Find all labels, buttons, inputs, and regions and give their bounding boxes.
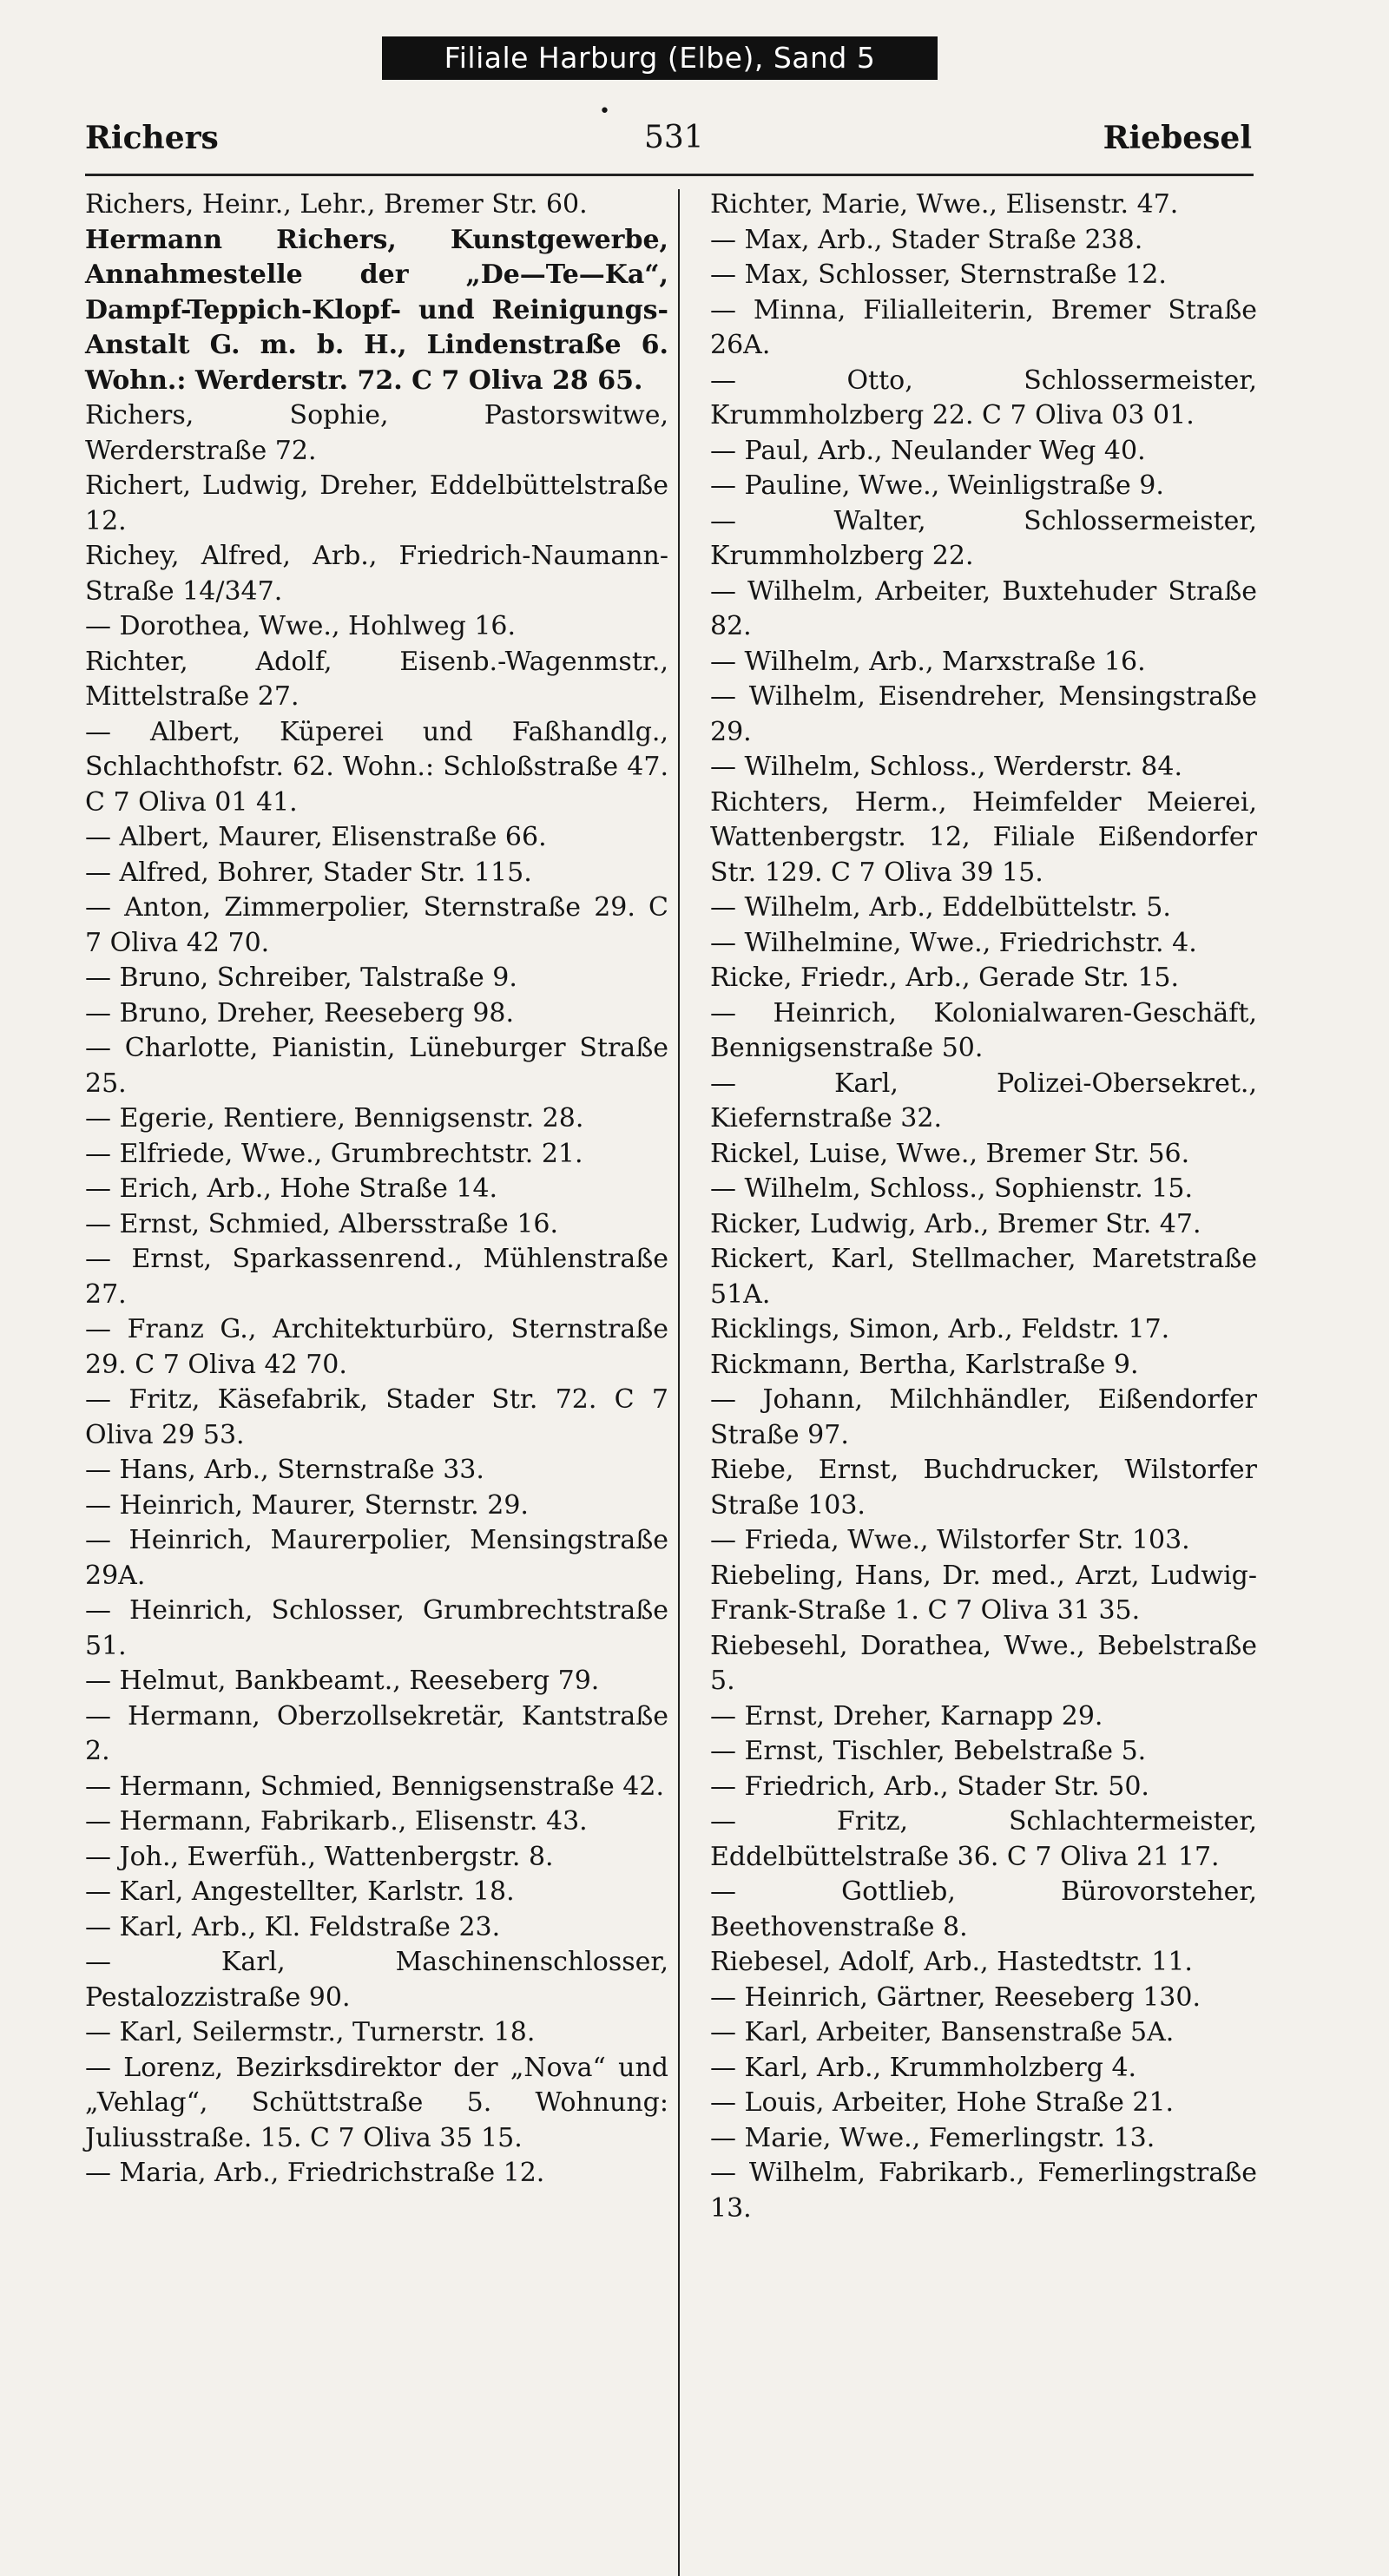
directory-entry: — Ernst, Dreher, Karnapp 29.	[710, 1700, 1103, 1732]
directory-entry: — Walter, Schlossermeister, Krummholzberg 22.	[710, 505, 1257, 571]
directory-entry: — Lorenz, Bezirksdirektor der „Nova“ und „Vehlag“, Schüttstraße 5. Wohnung: Juliusstraße. 15. C 7 Oliva 35 15.	[85, 2052, 668, 2153]
directory-entry: — Bruno, Dreher, Reeseberg 98.	[85, 997, 515, 1028]
directory-entry: — Maria, Arb., Friedrichstraße 12.	[85, 2158, 545, 2188]
directory-entry: — Minna, Filialleiterin, Bremer Straße 26A.	[710, 294, 1257, 360]
directory-entry: — Hermann, Schmied, Bennigsenstraße 42.	[85, 1771, 665, 1802]
directory-entry: — Fritz, Schlachtermeister, Eddelbüttelstraße 36. C 7 Oliva 21 17.	[710, 1806, 1257, 1872]
directory-entry: — Karl, Maschinenschlosser, Pestalozzistraße 90.	[85, 1947, 668, 2013]
directory-entry: — Elfriede, Wwe., Grumbrechtstr. 21.	[85, 1138, 583, 1169]
banner: Filiale Harburg (Elbe), Sand 5	[382, 36, 938, 80]
directory-entry: Riebe, Ernst, Buchdrucker, Wilstorfer Straße 103.	[710, 1455, 1257, 1521]
directory-entry: — Otto, Schlossermeister, Krummholzberg 22. C 7 Oliva 03 01.	[710, 365, 1257, 430]
directory-entry: — Wilhelm, Arb., Eddelbüttelstr. 5.	[710, 892, 1171, 923]
directory-entry: — Joh., Ewerfüh., Wattenbergstr. 8.	[85, 1841, 554, 1872]
directory-entry: — Hermann, Fabrikarb., Elisenstr. 43.	[85, 1806, 588, 1837]
directory-entry: — Paul, Arb., Neulander Weg 40.	[710, 435, 1146, 466]
directory-entry: Ricke, Friedr., Arb., Gerade Str. 15.	[710, 963, 1180, 993]
running-head-right: Riebesel	[1103, 120, 1252, 156]
column-divider	[678, 189, 680, 2576]
directory-entry: Richers, Heinr., Lehr., Bremer Str. 60.	[85, 189, 588, 220]
directory-entry: Rickel, Luise, Wwe., Bremer Str. 56.	[710, 1138, 1190, 1169]
directory-entry: — Frieda, Wwe., Wilstorfer Str. 103.	[710, 1525, 1190, 1555]
directory-entry: Richey, Alfred, Arb., Friedrich-Naumann-Straße 14/347.	[85, 541, 668, 607]
directory-entry: — Marie, Wwe., Femerlingstr. 13.	[710, 2122, 1155, 2153]
directory-entry: — Pauline, Wwe., Weinligstraße 9.	[710, 470, 1164, 501]
page-number: 531	[644, 120, 704, 155]
directory-entry: — Friedrich, Arb., Stader Str. 50.	[710, 1771, 1149, 1802]
directory-entry: — Karl, Arbeiter, Bansenstraße 5A.	[710, 2017, 1175, 2047]
directory-entry: — Karl, Angestellter, Karlstr. 18.	[85, 1876, 515, 1907]
directory-entry: — Heinrich, Maurer, Sternstr. 29.	[85, 1489, 529, 1521]
directory-entry: Ricker, Ludwig, Arb., Bremer Str. 47.	[710, 1208, 1201, 1239]
directory-entry: — Wilhelmine, Wwe., Friedrichstr. 4.	[710, 927, 1197, 958]
directory-entry: Richter, Adolf, Eisenb.-Wagenmstr., Mittelstraße 27.	[85, 646, 668, 712]
directory-entry: — Anton, Zimmerpolier, Sternstraße 29. C 7 Oliva 42 70.	[85, 892, 668, 958]
right-column	[710, 187, 1257, 2226]
directory-entry: — Max, Arb., Stader Straße 238.	[710, 224, 1143, 255]
directory-entry: — Wilhelm, Schloss., Sophienstr. 15.	[710, 1173, 1194, 1204]
directory-entry: Richters, Herm., Heimfelder Meierei, Wattenbergstr. 12, Filiale Eißendorfer Str. 129. C 7 Oliva 39 15.	[710, 786, 1257, 888]
header-rule	[85, 174, 1254, 176]
directory-entry: — Heinrich, Schlosser, Grumbrechtstraße 51.	[85, 1595, 668, 1661]
directory-entry: — Wilhelm, Arb., Marxstraße 16.	[710, 646, 1146, 677]
directory-entry: — Wilhelm, Arbeiter, Buxtehuder Straße 82.	[710, 575, 1257, 641]
directory-entry: — Heinrich, Gärtner, Reeseberg 130.	[710, 1981, 1201, 2013]
directory-entry: — Hermann, Oberzollsekretär, Kantstraße 2.	[85, 1700, 668, 1766]
directory-entry: — Karl, Seilermstr., Turnerstr. 18.	[85, 2017, 536, 2047]
directory-entry: — Ernst, Tischler, Bebelstraße 5.	[710, 1736, 1147, 1766]
directory-entry: — Wilhelm, Eisendreher, Mensingstraße 29.	[710, 681, 1257, 747]
directory-entry: — Fritz, Käsefabrik, Stader Str. 72. C 7 Oliva 29 53.	[85, 1384, 668, 1450]
directory-entry: Rickert, Karl, Stellmacher, Maretstraße 51A.	[710, 1244, 1257, 1310]
directory-entry: — Egerie, Rentiere, Bennigsenstr. 28.	[85, 1103, 584, 1134]
directory-entry: Riebeling, Hans, Dr. med., Arzt, Ludwig-Frank-Straße 1. C 7 Oliva 31 35.	[710, 1560, 1257, 1626]
directory-entry: — Hans, Arb., Sternstraße 33.	[85, 1455, 484, 1485]
directory-entry: Richter, Marie, Wwe., Elisenstr. 47.	[710, 189, 1179, 220]
left-column	[85, 187, 668, 2192]
directory-entry: — Karl, Arb., Kl. Feldstraße 23.	[85, 1911, 501, 1942]
directory-entry: — Wilhelm, Schloss., Werderstr. 84.	[710, 752, 1183, 782]
directory-entry: — Bruno, Schreiber, Talstraße 9.	[85, 963, 517, 993]
directory-entry: Riebesehl, Dorathea, Wwe., Bebelstraße 5.	[710, 1630, 1257, 1696]
directory-entry: — Franz G., Architekturbüro, Sternstraße 29. C 7 Oliva 42 70.	[85, 1314, 668, 1380]
directory-entry: — Heinrich, Maurerpolier, Mensingstraße 29A.	[85, 1525, 668, 1591]
directory-entry: — Alfred, Bohrer, Stader Str. 115.	[85, 857, 532, 888]
directory-entry: Hermann Richers, Kunstgewerbe, Annahmestelle der „De—Te—Ka“, Dampf-Teppich-Klopf- und Reinigungs-Anstalt G. m. b. H., Lindenstraße 6. Wohn.: Werderstr. 72. C 7 Oliva 28 65.	[85, 224, 668, 396]
directory-entry: — Ernst, Sparkassenrend., Mühlenstraße 27.	[85, 1244, 668, 1310]
directory-entry: — Albert, Maurer, Elisenstraße 66.	[85, 822, 547, 852]
directory-entry: Riebesel, Adolf, Arb., Hastedtstr. 11.	[710, 1947, 1193, 1977]
ink-dot: •	[599, 101, 610, 122]
directory-entry: — Karl, Polizei-Obersekret., Kiefernstraße 32.	[710, 1068, 1257, 1134]
directory-entry: — Gottlieb, Bürovorsteher, Beethovenstraße 8.	[710, 1876, 1257, 1942]
directory-entry: Richert, Ludwig, Dreher, Eddelbüttelstraße 12.	[85, 470, 668, 536]
directory-entry: — Charlotte, Pianistin, Lüneburger Straße 25.	[85, 1033, 668, 1099]
directory-entry: — Heinrich, Kolonialwaren-Geschäft, Bennigsenstraße 50.	[710, 997, 1257, 1063]
directory-entry: Rickmann, Bertha, Karlstraße 9.	[710, 1349, 1139, 1380]
directory-entry: — Ernst, Schmied, Albersstraße 16.	[85, 1208, 559, 1239]
directory-entry: — Erich, Arb., Hohe Straße 14.	[85, 1173, 498, 1204]
directory-entry: — Johann, Milchhändler, Eißendorfer Straße 97.	[710, 1384, 1257, 1450]
directory-entry: — Louis, Arbeiter, Hohe Straße 21.	[710, 2087, 1175, 2118]
directory-entry: — Wilhelm, Fabrikarb., Femerlingstraße 13.	[710, 2158, 1257, 2224]
running-head-left: Richers	[85, 120, 219, 156]
directory-entry: Ricklings, Simon, Arb., Feldstr. 17.	[710, 1314, 1170, 1344]
directory-entry: — Helmut, Bankbeamt., Reeseberg 79.	[85, 1666, 600, 1696]
directory-entry: Richers, Sophie, Pastorswitwe, Werderstraße 72.	[85, 400, 668, 466]
directory-entry: — Albert, Küperei und Faßhandlg., Schlachthofstr. 62. Wohn.: Schloßstraße 47. C 7 Oliva 01 41.	[85, 716, 668, 818]
directory-entry: — Max, Schlosser, Sternstraße 12.	[710, 260, 1167, 290]
directory-entry: — Dorothea, Wwe., Hohlweg 16.	[85, 611, 517, 641]
directory-entry: — Karl, Arb., Krummholzberg 4.	[710, 2052, 1137, 2083]
